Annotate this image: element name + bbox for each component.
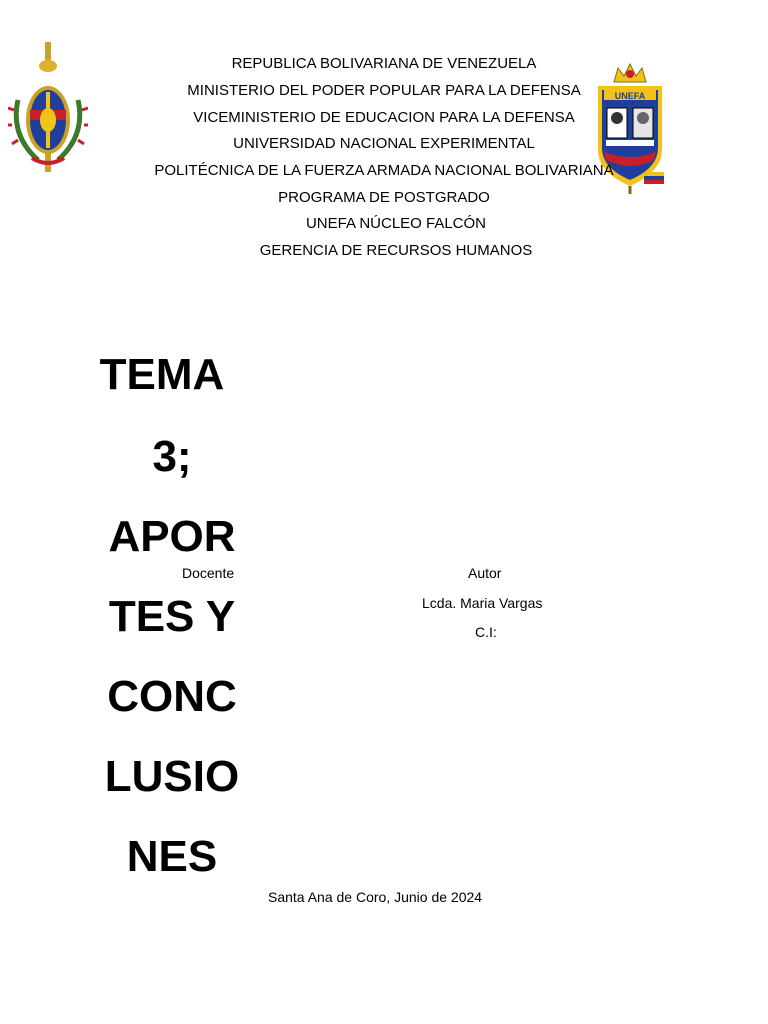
title-line: TEMA: [99, 350, 225, 399]
author-name: Lcda. Maria Vargas: [422, 595, 543, 611]
docente-label: Docente: [182, 565, 235, 581]
title-line: LUSIO: [104, 752, 240, 801]
author-label: Autor: [468, 565, 502, 581]
title-line: NES: [126, 832, 218, 881]
title-line: TES Y: [108, 592, 236, 641]
header-line: VICEMINISTERIO DE EDUCACION PARA LA DEFENSA: [193, 109, 575, 126]
header-line: GERENCIA DE RECURSOS HUMANOS: [259, 242, 533, 259]
header-line: MINISTERIO DEL PODER POPULAR PARA LA DEFENSA: [187, 82, 581, 99]
author-ci: C.I:: [475, 624, 497, 640]
header-line: UNEFA NÚCLEO FALCÓN: [305, 215, 487, 232]
header-line: UNIVERSIDAD NACIONAL EXPERIMENTAL: [233, 135, 535, 152]
place-date: Santa Ana de Coro, Junio de 2024: [268, 889, 483, 905]
title-line: 3;: [152, 432, 192, 481]
title-line: APOR: [108, 512, 236, 561]
header-line: PROGRAMA DE POSTGRADO: [278, 189, 490, 206]
header-line: POLITÉCNICA DE LA FUERZA ARMADA NACIONAL BOLIVARIANA: [154, 162, 614, 179]
header-line: REPUBLICA BOLIVARIANA DE VENEZUELA: [231, 55, 537, 72]
shield-text: UNEFA: [614, 91, 646, 101]
title-line: CONC: [107, 672, 237, 721]
